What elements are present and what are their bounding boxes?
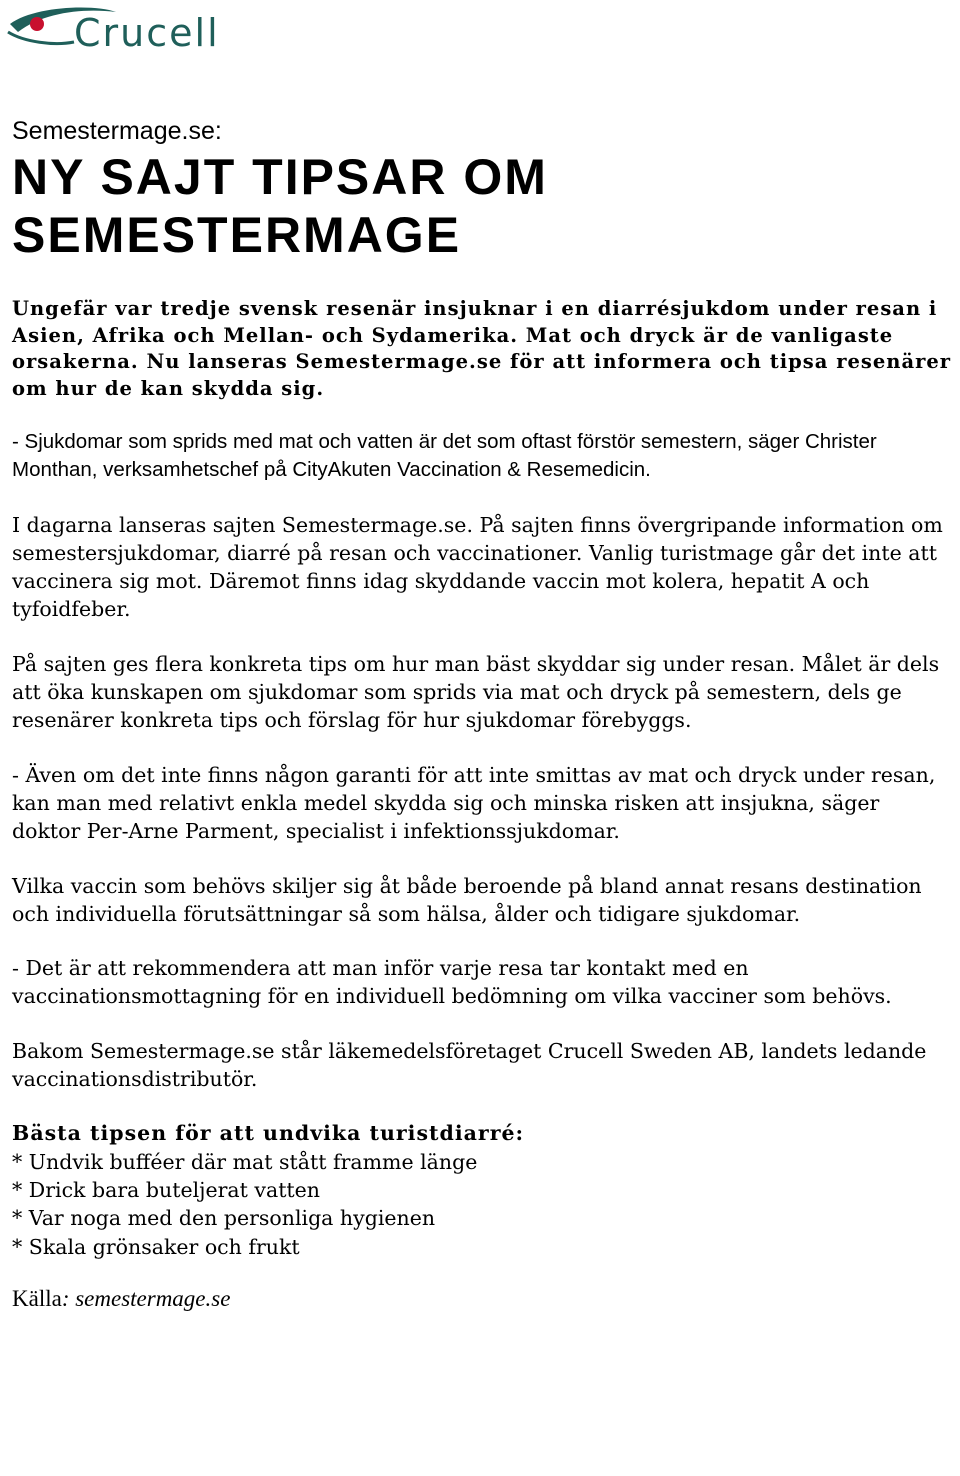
body-paragraph: Vilka vaccin som behövs skiljer sig åt både beroende på bland annat resans destination och individuella förutsättningar så som hälsa, ålder och tidigare sjukdomar. <box>12 873 922 926</box>
source-label: Källa <box>12 1285 62 1311</box>
article-headline <box>12 148 952 264</box>
body-paragraph: - Även om det inte finns någon garanti för att inte smittas av mat och dryck under resan, kan man med relativt enkla medel skydda sig och minska risken att insjukna, säger doktor Per-Arne Parment, specialist i infektionssjukdomar. <box>12 762 936 844</box>
body-paragraph: Bakom Semestermage.se står läkemedelsföretaget Crucell Sweden AB, landets ledande vaccinationsdistributör. <box>12 1038 927 1092</box>
body-paragraph: I dagarna lanseras sajten Semestermage.se. På sajten finns övergripande information om semestersjukdomar, diarré på resan och vaccinationer. Vanlig turistmage går det inte att vaccinera sig mot. Däremot finns idag skyddande vaccin mot kolera, hepatit A och tyfoidfeber. <box>12 512 943 622</box>
tips-item: * Drick bara buteljerat vatten <box>12 1176 952 1204</box>
tips-item: * Skala grönsaker och frukt <box>12 1233 952 1261</box>
source-value: : semestermage.se <box>61 1285 231 1311</box>
logo-dot <box>30 17 44 31</box>
article <box>12 116 952 1313</box>
logo-text: Crucell <box>74 11 220 52</box>
article-kicker: Semestermage.se: <box>12 117 222 145</box>
crucell-logo <box>4 2 254 52</box>
headline-line-2: SEMESTERMAGE <box>12 207 462 263</box>
body-paragraph: - Sjukdomar som sprids med mat och vatten är det som oftast förstör semestern, säger Christer Monthan, verksamhetschef på CityAkuten Vaccination & Resemedicin. <box>12 430 877 482</box>
source-line <box>12 1285 952 1313</box>
tips-title: Bästa tipsen för att undvika turistdiarré: <box>12 1121 525 1146</box>
body-paragraph: På sajten ges flera konkreta tips om hur man bäst skyddar sig under resan. Målet är dels att öka kunskapen om sjukdomar som sprids via mat och dryck på semestern, dels ge resenärer konkreta tips och förslag för hur sjukdomar förebyggs. <box>12 651 940 733</box>
headline-line-1: NY SAJT TIPSAR OM <box>12 149 548 205</box>
body-paragraph: - Det är att rekommendera att man inför varje resa tar kontakt med en vaccinationsmottagning för en individuell bedömning om vilka vacciner som behövs. <box>12 956 892 1009</box>
tips-list <box>12 1148 952 1261</box>
tips-item: * Undvik bufféer där mat stått framme länge <box>12 1148 952 1176</box>
tips-item: * Var noga med den personliga hygienen <box>12 1204 952 1232</box>
article-lead: Ungefär var tredje svensk resenär insjuknar i en diarrésjukdom under resan i Asien, Afrika och Mellan- och Sydamerika. Mat och dryck är de vanligaste orsakerna. Nu lanseras Semestermage.se för att informera och tipsa resenärer om hur de kan skydda sig. <box>12 297 952 400</box>
